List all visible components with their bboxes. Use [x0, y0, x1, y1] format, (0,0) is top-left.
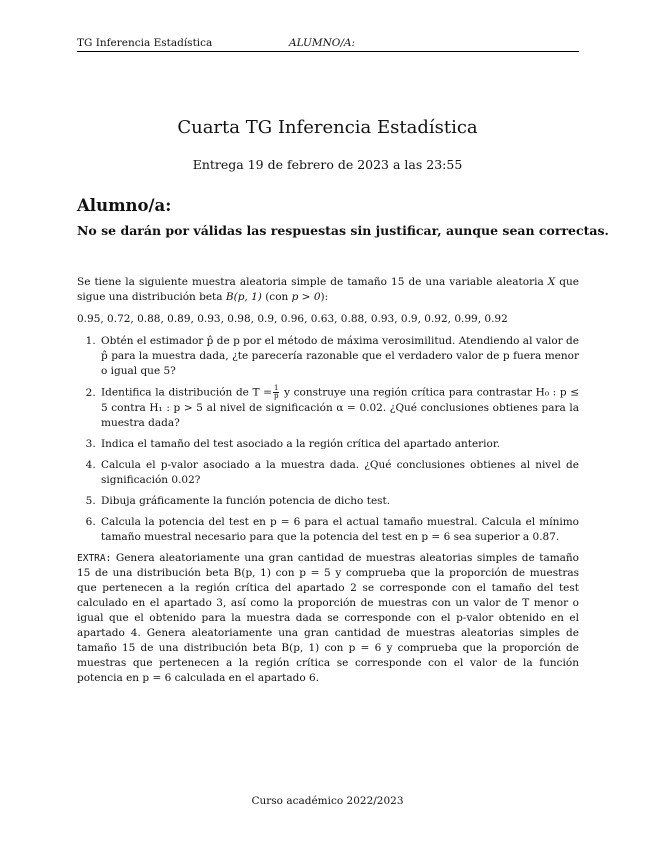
student-label: Alumno/a: [77, 196, 172, 215]
question-list [77, 334, 579, 545]
question-5: 5. Dibuja gráficamente la función potencia de dicho test. [99, 494, 579, 509]
question-2: 2. Identifica la distribución de T = $\frac{1}{p̂}$ y construye una región crítica para contrastar H₀ : p ≤ 5 contra H₁ : p > 5 al nivel de significación α = 0.02. ¿Qué conclusiones obtienes para la muestra dada? [99, 385, 579, 431]
question-3: 3. Indica el tamaño del test asociado a la región crítica del apartado anterior. [99, 437, 579, 452]
running-header [77, 37, 579, 52]
fraction: $\frac{1}{p̂}$ [273, 384, 279, 400]
extra-label: EXTRA: [77, 552, 112, 564]
sample-values: 0.95, 0.72, 0.88, 0.89, 0.93, 0.98, 0.9, 0.96, 0.63, 0.88, 0.93, 0.9, 0.92, 0.99, 0.92 [77, 313, 508, 325]
question-6: 6. Calcula la potencia del test en p = 6 para el actual tamaño muestral. Calcula el mínimo tamaño muestral necesario para que la potencia del test en p = 6 sea superior a 0.87. [99, 515, 579, 545]
justification-warning: No se darán por válidas las respuestas sin justificar, aunque sean correctas. [77, 223, 609, 238]
header-course: TG Inferencia Estadística [77, 37, 213, 49]
due-date: Entrega 19 de febrero de 2023 a las 23:55 [192, 157, 463, 172]
header-student: ALUMNO/A: [289, 37, 356, 49]
intro-paragraph: Se tiene la siguiente muestra aleatoria simple de tamaño 15 de una variable aleatoria X que sigue una distribución beta B(p, 1) (con p > 0): [77, 276, 579, 303]
footer-academic-year: Curso académico 2022/2023 [251, 795, 404, 807]
question-4: 4. Calcula el p-valor asociado a la muestra dada. ¿Qué conclusiones obtienes al nivel de significación 0.02? [99, 458, 579, 488]
extra-paragraph: EXTRA: Genera aleatoriamente una gran cantidad de muestras aleatorias simples de tamaño 15 de una distribución beta B(p, 1) con p = 5 y comprueba que la proporción de muestras que pertenecen a la región crítica del apartado 2 se corresponde con el tamaño del test calculado en el apartado 3, así como la proporción de muestras con un valor de T menor o igual que el obtenido para la muestra dada se corresponde con el p-valor obtenido en el apartado 4. Genera aleatoriamente una gran cantidad de muestras aleatorias simples de tamaño 15 de una distribución beta B(p, 1) con p = 6 y comprueba que la proporción de muestras que pertenecen a la región crítica se corresponde con el valor de la función potencia en p = 6 calculada en el apartado 6. [77, 551, 579, 684]
page-title: Cuarta TG Inferencia Estadística [177, 117, 478, 138]
assignment-body [77, 275, 579, 693]
question-1: 1. Obtén el estimador p̂ de p por el método de máxima verosimilitud. Atendiendo al valor de p̂ para la muestra dada, ¿te parecería razonable que el verdadero valor de p fuera menor o igual que 5? [99, 334, 579, 379]
